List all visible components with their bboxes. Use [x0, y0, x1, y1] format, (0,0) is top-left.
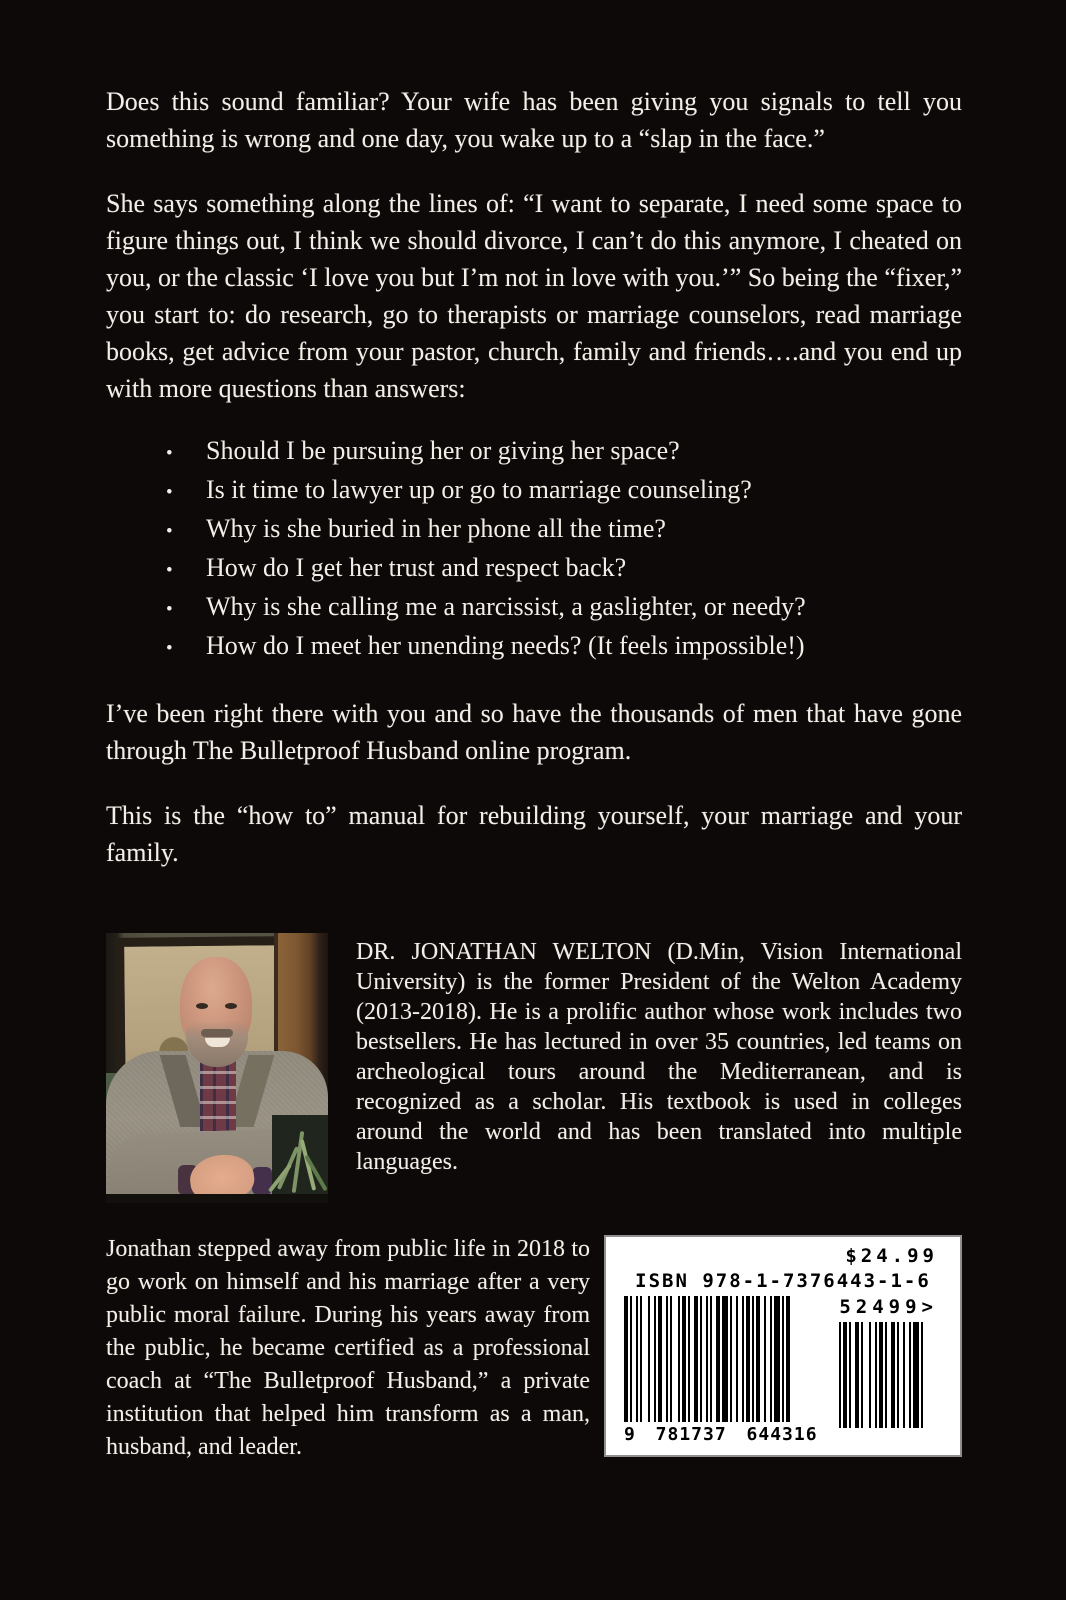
bullet-icon: • [166, 482, 173, 503]
bottom-section [106, 1233, 962, 1464]
barcode-addon-column [839, 1296, 938, 1445]
question-text: How do I get her trust and respect back? [206, 553, 627, 582]
bullet-icon: • [166, 638, 173, 659]
question-item [106, 550, 962, 589]
empathy-paragraph: I’ve been right there with you and so have the thousands of men that have gone through The Bulletproof Husband online program. [106, 699, 962, 765]
barcode-main-column [624, 1296, 818, 1445]
isbn-label: ISBN 978-1-7376443-1-6 [635, 1270, 931, 1292]
isbn-barcode-box [604, 1235, 962, 1457]
barcode-bars-addon [839, 1322, 938, 1428]
photo-eye-left [196, 1003, 208, 1009]
question-text: Should I be pursuing her or giving her space? [206, 436, 680, 465]
intro-paragraph: Does this sound familiar? Your wife has been giving you signals to tell you something is wrong and one day, you wake up to a “slap in the face.” [106, 87, 962, 153]
bullet-icon: • [166, 521, 173, 542]
question-text: Is it time to lawyer up or go to marriage counseling? [206, 475, 752, 504]
author-section [106, 933, 962, 1203]
author-bio: DR. JONATHAN WELTON (D.Min, Vision International University) is the former President of the Welton Academy (2013-2018). He is a prolific author whose work includes two bestsellers. He has lectured in over 35 countries, led teams on archeological tours around the Mediterranean, and is recognized as a scholar. His textbook is used in colleges around the world and has been translated into multiple languages. [356, 939, 962, 1175]
barcode-digits: 9 781737 644316 [624, 1424, 818, 1445]
question-item [106, 589, 962, 628]
manual-paragraph: This is the “how to” manual for rebuilding yourself, your marriage and your family. [106, 801, 962, 867]
question-text: How do I meet her unending needs? (It feels impossible!) [206, 631, 805, 660]
question-item [106, 628, 962, 667]
bullet-icon: • [166, 599, 173, 620]
question-item [106, 511, 962, 550]
questions-list [106, 433, 962, 667]
barcode-bars-main [624, 1296, 818, 1422]
barcode-row [618, 1296, 948, 1445]
price-label: $24.99 [845, 1245, 938, 1267]
addon-code-label: 52499> [839, 1296, 938, 1318]
author-photo [106, 933, 328, 1203]
author-note: Jonathan stepped away from public life in 2018 to go work on himself and his marriage after a very public moral failure. During his years away from the public, he became certified as a professional coach at “The Bulletproof Husband,” a private institution that helped him transform as a man, husband, and leader. [106, 1236, 590, 1460]
bullet-icon: • [166, 560, 173, 581]
question-text: Why is she buried in her phone all the time? [206, 514, 666, 543]
photo-eye-right [225, 1003, 237, 1009]
question-item [106, 472, 962, 511]
scenario-paragraph: She says something along the lines of: “I want to separate, I need some space to figure things out, I think we should divorce, I can’t do this anymore, I cheated on you, or the classic ‘I love you but I’m not in love with you.’” So being the “fixer,” you start to: do research, go to therapists or marriage counselors, read marriage books, get advice from your pastor, church, family and friends….and you end up with more questions than answers: [106, 189, 962, 403]
photo-mustache [201, 1029, 233, 1037]
bullet-icon: • [166, 443, 173, 464]
question-text: Why is she calling me a narcissist, a gaslighter, or needy? [206, 592, 806, 621]
photo-bottom-edge [106, 1194, 328, 1203]
question-item [106, 433, 962, 472]
